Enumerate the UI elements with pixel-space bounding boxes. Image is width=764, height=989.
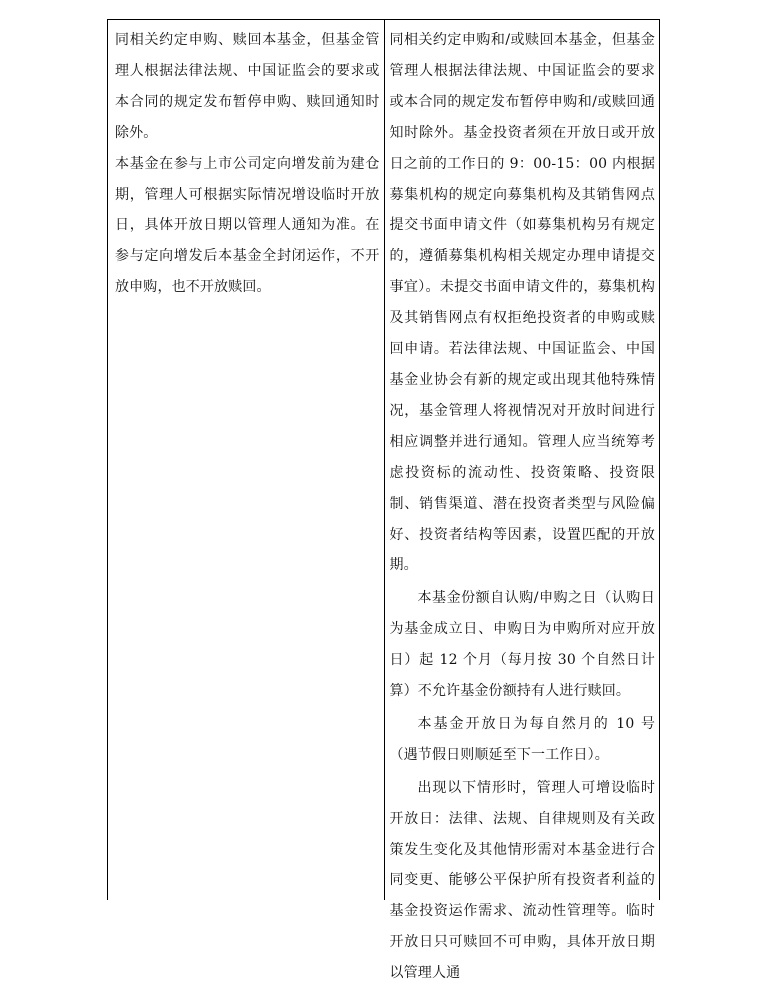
left-paragraph-1: 同相关约定申购、赎回本基金，但基金管理人根据法律法规、中国证监会的要求或本合同的规定发布暂停申购、赎回通知时除外。 — [115, 32, 380, 141]
left-paragraph-2: 本基金在参与上市公司定向增发前为建仓期，管理人可根据实际情况增设临时开放日，具体开放日期以管理人通知为准。在参与定向增发后本基金全封闭运作，不开放申购，也不开放赎回。 — [115, 155, 380, 296]
right-paragraph-2: 本基金份额自认购/申购之日（认购日为基金成立日、申购日为申购所对应开放日）起 12 个月（每月按 30 个自然日计算）不允许基金份额持有人进行赎回。 — [389, 590, 655, 700]
right-paragraph-4: 出现以下情形时，管理人可增设临时开放日：法律、法规、自律规则及有关政策发生变化及其他情形需对本基金进行合同变更、能够公平保护所有投资者利益的基金投资运作需求、流动性管理等。临时开放日只可赎回不可申购，具体开放日期以管理人通 — [389, 779, 655, 982]
document-table — [107, 19, 660, 982]
right-column-cell — [385, 20, 660, 982]
right-paragraph-3: 本基金开放日为每自然月的 10 号（遇节假日则顺延至下一工作日）。 — [389, 715, 655, 763]
left-column-cell — [108, 20, 385, 900]
right-paragraph-1: 同相关约定申购和/或赎回本基金，但基金管理人根据法律法规、中国证监会的要求或本合同的规定发布暂停申购和/或赎回通知时除外。基金投资者须在开放日或开放日之前的工作日的 9：00-15：00 内根据募集机构的规定向募集机构及其销售网点提交书面申请文件（如募集机构另有规定的，遵循募集机构相关规定办理申请提交事宜）。未提交书面申请文件的，募集机构及其销售网点有权拒绝投资者的申购或赎回申请。若法律法规、中国证监会、中国基金业协会有新的规定或出现其他特殊情况，基金管理人将视情况对开放时间进行相应调整并进行通知。管理人应当统筹考虑投资标的流动性、投资策略、投资限制、销售渠道、潜在投资者类型与风险偏好、投资者结构等因素，设置匹配的开放期。 — [389, 32, 655, 574]
